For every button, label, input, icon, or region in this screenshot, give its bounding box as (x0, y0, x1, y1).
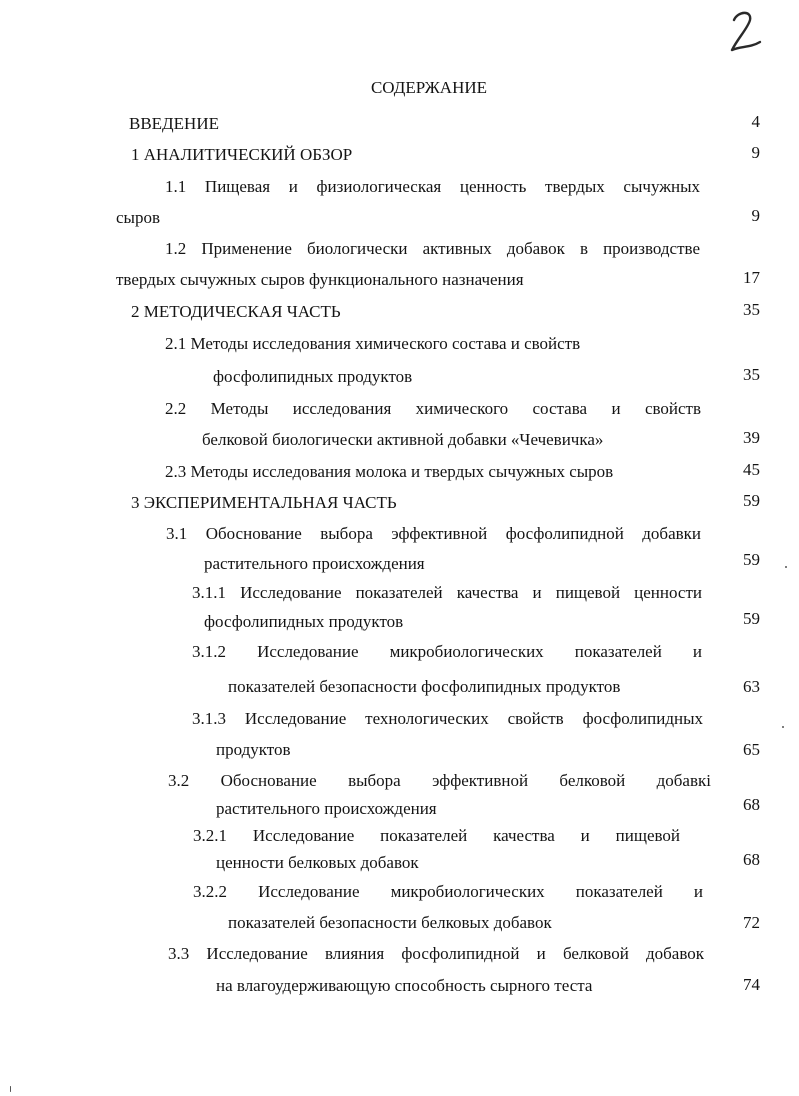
toc-page-2-2: 39 (743, 428, 760, 447)
toc-page-ch2: 35 (743, 300, 760, 319)
toc-entry-3-2-line2: растительного происхождения (216, 799, 437, 818)
toc-entry-3-1-line2: растительного происхождения (204, 554, 425, 573)
toc-page-1-1: 9 (751, 206, 760, 225)
toc-title: СОДЕРЖАНИЕ (370, 78, 488, 97)
toc-page-3-2: 68 (743, 795, 760, 814)
toc-page-3-2-2: 72 (743, 913, 760, 932)
scan-speck (785, 566, 787, 568)
toc-entry-3-1-2-line2: показателей безопасности фосфолипидных продуктов (228, 677, 621, 696)
toc-entry-ch3[interactable]: 3 ЭКСПЕРИМЕНТАЛЬНАЯ ЧАСТЬ (131, 493, 397, 512)
toc-entry-2-3[interactable]: 2.3 Методы исследования молока и твердых сычужных сыров (165, 462, 614, 481)
toc-entry-3-1-3-line1[interactable]: 3.1.3 Исследование технологических свойств фосфолипидных (192, 709, 703, 728)
toc-page-3-3: 74 (743, 975, 760, 994)
toc-entry-1-2-line2: твердых сычужных сыров функционального назначения (116, 270, 524, 289)
toc-entry-ch1[interactable]: 1 АНАЛИТИЧЕСКИЙ ОБЗОР (131, 145, 353, 164)
toc-entry-ch2[interactable]: 2 МЕТОДИЧЕСКАЯ ЧАСТЬ (131, 302, 341, 321)
toc-entry-1-2-line1[interactable]: 1.2 Применение биологически активных добавок в производстве (165, 239, 700, 258)
toc-page-3-1-2: 63 (743, 677, 760, 696)
toc-entry-3-1-1-line1[interactable]: 3.1.1 Исследование показателей качества и пищевой ценности (192, 583, 702, 602)
toc-entry-3-1-3-line2: продуктов (216, 740, 291, 759)
toc-page-2-3: 45 (743, 460, 760, 479)
toc-page-ch3: 59 (743, 491, 760, 510)
toc-entry-3-1-1-line2: фосфолипидных продуктов (204, 612, 404, 631)
toc-entry-intro[interactable]: ВВЕДЕНИЕ (129, 114, 219, 133)
toc-entry-3-2-line1[interactable]: 3.2 Обоснование выбора эффективной белковой добавкі (168, 771, 711, 790)
toc-page-3-1-3: 65 (743, 740, 760, 759)
toc-entry-3-1-line1[interactable]: 3.1 Обоснование выбора эффективной фосфолипидной добавки (166, 524, 701, 543)
toc-entry-3-1-2-line1[interactable]: 3.1.2 Исследование микробиологических показателей и (192, 642, 702, 661)
toc-page-3-1-1: 59 (743, 609, 760, 628)
toc-entry-2-1-line1[interactable]: 2.1 Методы исследования химического состава и свойств (165, 334, 581, 353)
toc-entry-2-2-line2: белковой биологически активной добавки «Чечевичка» (202, 430, 604, 449)
toc-page-1-2: 17 (743, 268, 760, 287)
toc-entry-3-2-1-line1[interactable]: 3.2.1 Исследование показателей качества и пищевой (193, 826, 680, 845)
handwritten-page-number (728, 8, 762, 54)
toc-entry-2-1-line2: фосфолипидных продуктов (213, 367, 413, 386)
toc-page-2-1: 35 (743, 365, 760, 384)
scan-speck (782, 726, 784, 728)
toc-entry-3-2-1-line2: ценности белковых добавок (216, 853, 419, 872)
toc-entry-1-1-line2: сыров (116, 208, 160, 227)
toc-entry-3-3-line1[interactable]: 3.3 Исследование влияния фосфолипидной и белковой добавок (168, 944, 704, 963)
toc-entry-2-2-line1[interactable]: 2.2 Методы исследования химического состава и свойств (165, 399, 701, 418)
toc-entry-1-1-line1[interactable]: 1.1 Пищевая и физиологическая ценность твердых сычужных (165, 177, 700, 196)
toc-entry-3-2-2-line1[interactable]: 3.2.2 Исследование микробиологических показателей и (193, 882, 703, 901)
toc-page-ch1: 9 (751, 143, 760, 162)
toc-entry-3-2-2-line2: показателей безопасности белковых добавок (228, 913, 552, 932)
toc-page-3-2-1: 68 (743, 850, 760, 869)
scan-speck (10, 1086, 11, 1092)
toc-page-intro: 4 (751, 112, 760, 131)
toc-page-3-1: 59 (743, 550, 760, 569)
toc-entry-3-3-line2: на влагоудерживающую способность сырного теста (216, 976, 593, 995)
